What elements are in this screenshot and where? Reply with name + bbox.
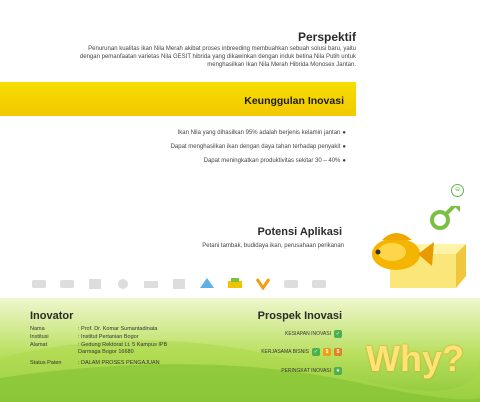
bullet-icon: ● [342,144,346,150]
inovator-label: Status Paten [30,360,62,366]
keunggulan-title: Keunggulan Inovasi [244,95,344,107]
stage-icon [142,276,160,290]
bullet-icon: ● [342,158,346,164]
rating-badge-icon: ✓ [313,349,319,355]
rating-badge-icon: ★ [335,368,341,374]
inovator-row [30,342,230,358]
inovator-label: Nama [30,326,45,332]
list-item [46,126,346,140]
rating-badge-icon: ✓ [335,331,341,337]
stage-icon [282,276,300,290]
perspektif-text [26,45,356,69]
list-item-text: Dapat menghasilkan ikan dengan daya tahan terhadap penyakit [170,144,341,150]
prospek-label: KERJASAMA BISNIS [261,349,309,355]
list-item-text: Ikan Nila yang dihasilkan 95% adalah berjenis kelamin jantan [177,130,341,136]
prospek-title: Prospek Inovasi [257,310,342,322]
inovator-value: : Prof. Dr. Komar Sumantadinata [78,326,158,332]
perspektif-title: Perspektif [297,30,356,44]
inovator-row [30,334,230,342]
inovator-value: : DALAM PROSES PENGAJUAN [78,360,160,366]
list-item-text: Dapat meningkatkan produktivitas sekitar 30 – 40% [203,158,341,164]
perspektif-line: menghasilkan Ikan Nila Merah Hibrida Monosex Jantan. [207,62,356,68]
perspektif-line: Penurunan kualitas ikan Nila Merah akibat proses inbreeding membuahkan sebuah solusi baru, yaitu [88,46,356,52]
fish-illustration-icon [356,206,466,296]
rating-badge-icon: $ [323,348,331,356]
inovator-title: Inovator [30,310,74,322]
potensi-title: Potensi Aplikasi [257,226,342,238]
development-stages [30,270,330,296]
list-item [46,140,346,154]
stage-icon [254,276,272,290]
stage-icon [30,276,48,290]
potensi-text: Petani tambak, budidaya ikan, perusahaan perikanan [202,243,344,249]
prospek-row [261,348,342,356]
list-item [46,154,346,168]
rating-badge-icon: $ [334,348,342,356]
prospek-row [281,367,342,375]
prospek-label: PERINGKAT INOVASI [281,368,331,374]
page-marker-icon: ⊖ [451,184,464,197]
inovator-row [30,360,230,368]
inovator-value: : Institut Pertanian Bogor [78,334,139,340]
perspektif-line: dengan pemanfaatan varietas Nila GESIT hibrida yang dikawinkan dengan induk betina Nila Putih untuk [79,54,356,60]
inovator-row [30,326,230,334]
inovator-label: Institusi [30,334,49,340]
stage-icon [226,276,244,290]
stage-icon [58,276,76,290]
inovator-value: : Gedung Rektorat Lt. 5 Kampus IPB Darmaga Bogor 16680 [78,342,168,355]
stage-icon [198,276,216,290]
stage-icon [310,276,328,290]
inovator-label: Alamat [30,342,48,348]
keunggulan-list [46,126,346,168]
bullet-icon: ● [342,130,346,136]
stage-icon [170,276,188,290]
why-logo: Why? [366,338,464,379]
prospek-label: KESIAPAN INOVASI [285,331,331,337]
prospek-row [285,330,342,338]
stage-icon [86,276,104,290]
stage-icon [114,276,132,290]
